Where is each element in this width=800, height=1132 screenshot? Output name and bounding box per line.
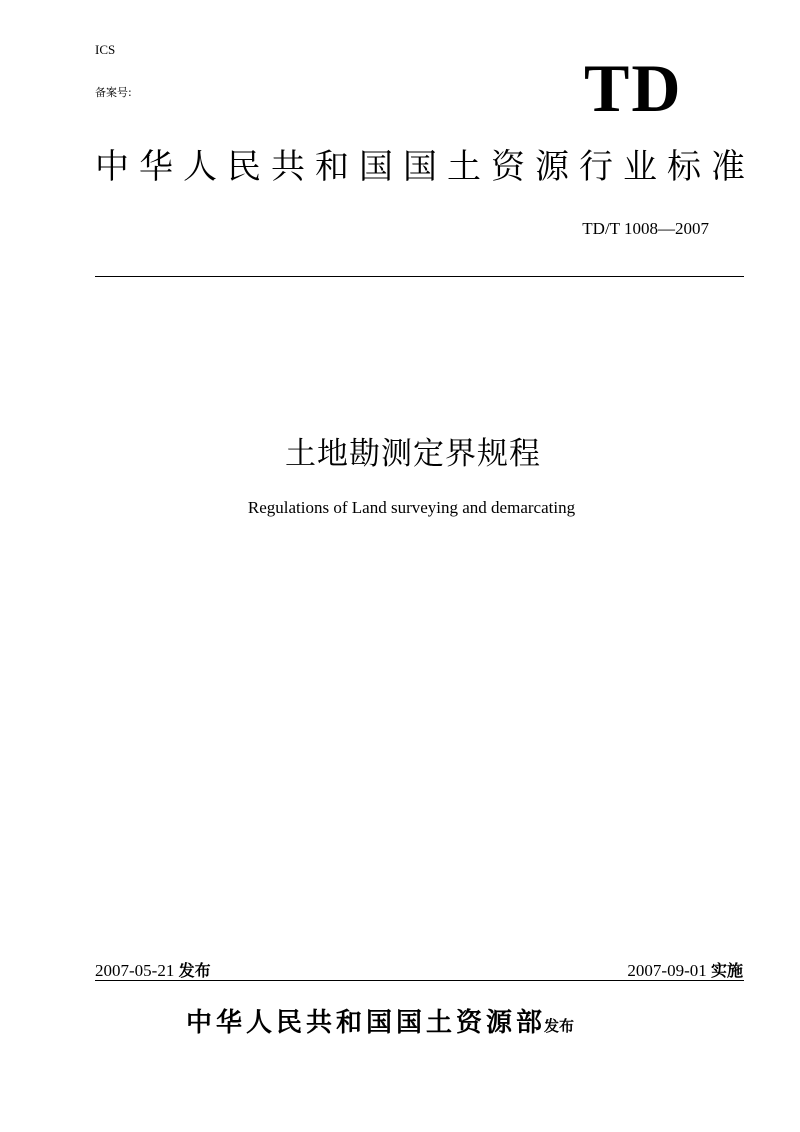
- issue-date-value: 2007-05-21: [95, 961, 175, 980]
- implementation-date: [627, 958, 743, 981]
- publisher: [186, 1010, 574, 1036]
- filing-number-label: 备案号:: [95, 86, 132, 99]
- implementation-date-value: 2007-09-01: [627, 961, 707, 980]
- td-standard-mark: TD: [584, 50, 683, 126]
- implementation-date-label: 实施: [710, 961, 743, 980]
- document-title: 土地勘测定界规程: [285, 436, 541, 472]
- issue-date-label: 发布: [178, 961, 211, 980]
- document-english-title: Regulations of Land surveying and demarcating: [247, 498, 576, 517]
- ics-label: ICS: [95, 42, 116, 57]
- publisher-name: 中华人民共和国国土资源部: [186, 1008, 547, 1038]
- top-divider: [95, 276, 744, 277]
- publisher-suffix: 发布: [544, 1017, 575, 1035]
- standard-number: TD/T 1008—2007: [582, 219, 709, 238]
- bottom-divider: [95, 980, 744, 981]
- issue-date: [95, 958, 211, 981]
- industry-standard-title: 中华人民共和国国土资源行业标准: [95, 147, 745, 187]
